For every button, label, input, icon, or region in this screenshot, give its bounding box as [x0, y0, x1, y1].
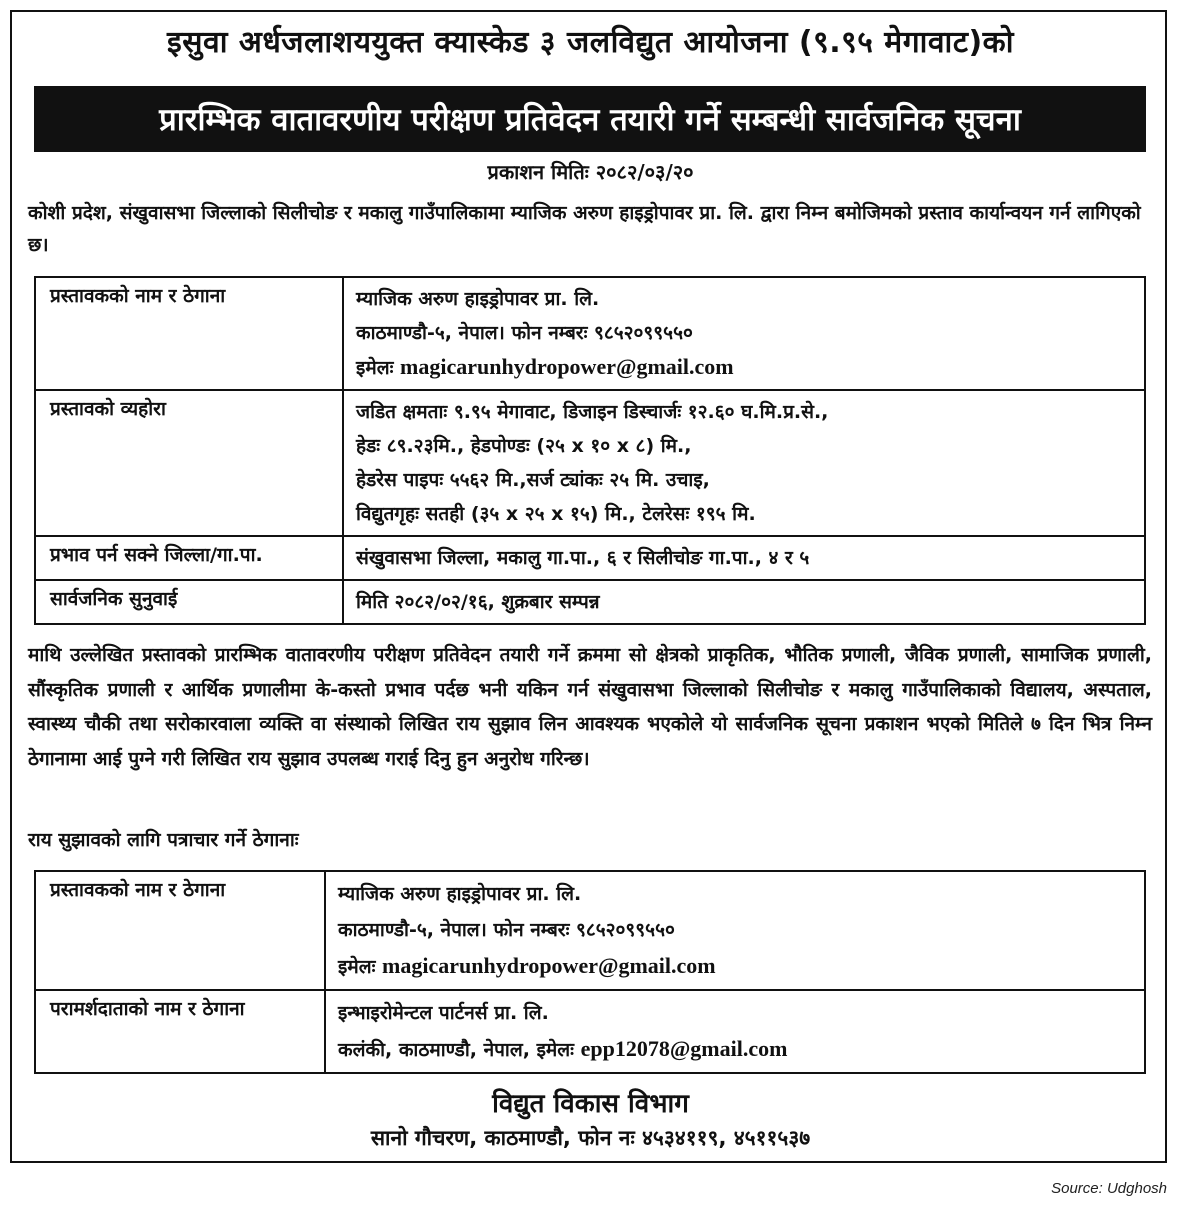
row-value	[343, 277, 1145, 390]
table-row	[35, 277, 1145, 390]
proponent-email: magicarunhydropower@gmail.com	[400, 354, 734, 379]
row-value	[325, 990, 1145, 1073]
headrace-line: हेडरेस पाइपः ५५६२ मि.,सर्ज ट्यांकः २५ मि. उचाइ,	[356, 469, 710, 491]
table-row	[35, 871, 1145, 990]
notice-title: इसुवा अर्धजलाशययुक्त क्यास्केड ३ जलविद्युत आयोजना (९.९५ मेगावाट)को	[167, 25, 1014, 60]
address-heading: राय सुझावको लागि पत्राचार गर्ने ठेगानाः	[28, 829, 299, 851]
proposal-table	[34, 276, 1146, 625]
proponent-name: म्याजिक अरुण हाइड्रोपावर प्रा. लि.	[338, 883, 582, 905]
proponent-address: काठमाण्डौ-५, नेपाल। फोन नम्बरः ९८५२०९९५५०	[356, 322, 693, 344]
row-label: प्रस्तावको व्यहोरा	[35, 390, 343, 536]
row-label: प्रस्तावकको नाम र ठेगाना	[35, 277, 343, 390]
row-value	[343, 580, 1145, 624]
consultant-name: इन्भाइरोमेन्टल पार्टनर्स प्रा. लि.	[338, 1002, 549, 1024]
table-row	[35, 536, 1145, 580]
row-label: परामर्शदाताको नाम र ठेगाना	[35, 990, 325, 1073]
proponent-address: काठमाण्डौ-५, नेपाल। फोन नम्बरः ९८५२०९९५५०	[338, 919, 675, 941]
row-label: प्रभाव पर्न सक्ने जिल्ला/गा.पा.	[35, 536, 343, 580]
row-value	[343, 536, 1145, 580]
powerhouse-line: विद्युतगृहः सतही (३५ x २५ x १५) मि., टेलरेसः १९५ मि.	[356, 503, 756, 525]
department-name: विद्युत विकास विभाग	[492, 1089, 689, 1119]
head-line: हेडः ८९.२३मि., हेडपोण्डः (२५ x १० x ८) मि.,	[356, 435, 692, 457]
table-row	[35, 390, 1145, 536]
contact-table	[34, 870, 1146, 1074]
body-paragraph: माथि उल्लेखित प्रस्तावको प्रारम्भिक वातावरणीय परीक्षण प्रतिवेदन तयारी गर्ने क्रममा सो क्षेत्रको प्राकृतिक, भौतिक प्रणाली, जैविक प्रणाली, सामाजिक प्रणाली, सौंस्कृतिक प्रणाली र आर्थिक प्रणालीमा के-कस्तो प्रभाव पर्दछ भनी यकिन गर्न संखुवासभा जिल्लाको सिलीचोङ र मकालु गाउँपालिकाको विद्यालय, अस्पताल, स्वास्थ्य चौकी तथा सरोकारवाला व्यक्ति वा संस्थाको लिखित राय सुझाव लिन आवश्यक भएकोले यो सार्वजनिक सूचना प्रकाशन भएको मितिले ७ दिन भित्र निम्न ठेगानामा आई पुग्ने गरी लिखित राय सुझाव उपलब्ध गराई दिनु हुन अनुरोध गरिन्छ।	[28, 644, 1152, 770]
affected-area: संखुवासभा जिल्ला, मकालु गा.पा., ६ र सिलीचोङ गा.पा., ४ र ५	[356, 547, 810, 569]
notice-banner	[34, 86, 1146, 152]
row-label: सार्वजनिक सुनुवाई	[35, 580, 343, 624]
consultant-address: कलंकी, काठमाण्डौ, नेपाल, इमेलः	[338, 1039, 574, 1061]
intro-paragraph: कोशी प्रदेश, संखुवासभा जिल्लाको सिलीचोङ र मकालु गाउँपालिकामा म्याजिक अरुण हाइड्रोपावर प्रा. लि. द्वारा निम्न बमोजिमको प्रस्ताव कार्यान्वयन गर्न लागिएको छ।	[28, 202, 1141, 256]
proponent-email-line	[338, 948, 1132, 985]
consultant-email: epp12078@gmail.com	[580, 1036, 788, 1061]
proponent-email: magicarunhydropower@gmail.com	[382, 953, 716, 978]
proponent-name: म्याजिक अरुण हाइड्रोपावर प्रा. लि.	[356, 288, 600, 310]
row-label: प्रस्तावकको नाम र ठेगाना	[35, 871, 325, 990]
email-label: इमेलः	[338, 956, 376, 978]
table-row	[35, 990, 1145, 1073]
consultant-address-line	[338, 1031, 1132, 1068]
public-hearing-date: मिति २०८२/०२/१६, शुक्रबार सम्पन्न	[356, 591, 600, 613]
row-value	[325, 871, 1145, 990]
capacity-line: जडित क्षमताः ९.९५ मेगावाट, डिजाइन डिस्चार्जः १२.६० घ.मि.प्र.से.,	[356, 401, 829, 423]
banner-text: प्रारम्भिक वातावरणीय परीक्षण प्रतिवेदन तयारी गर्ने सम्बन्धी सार्वजनिक सूचना	[159, 102, 1021, 138]
department-address: सानो गौचरण, काठमाण्डौ, फोन नः ४५३४११९, ४५११५३७	[370, 1126, 811, 1150]
row-value	[343, 390, 1145, 536]
table-row	[35, 580, 1145, 624]
source-credit: Source: Udghosh	[1051, 1180, 1167, 1197]
proponent-email-line	[356, 350, 1132, 385]
publication-date: प्रकाशन मितिः २०८२/०३/२०	[487, 160, 694, 184]
email-label: इमेलः	[356, 357, 394, 379]
